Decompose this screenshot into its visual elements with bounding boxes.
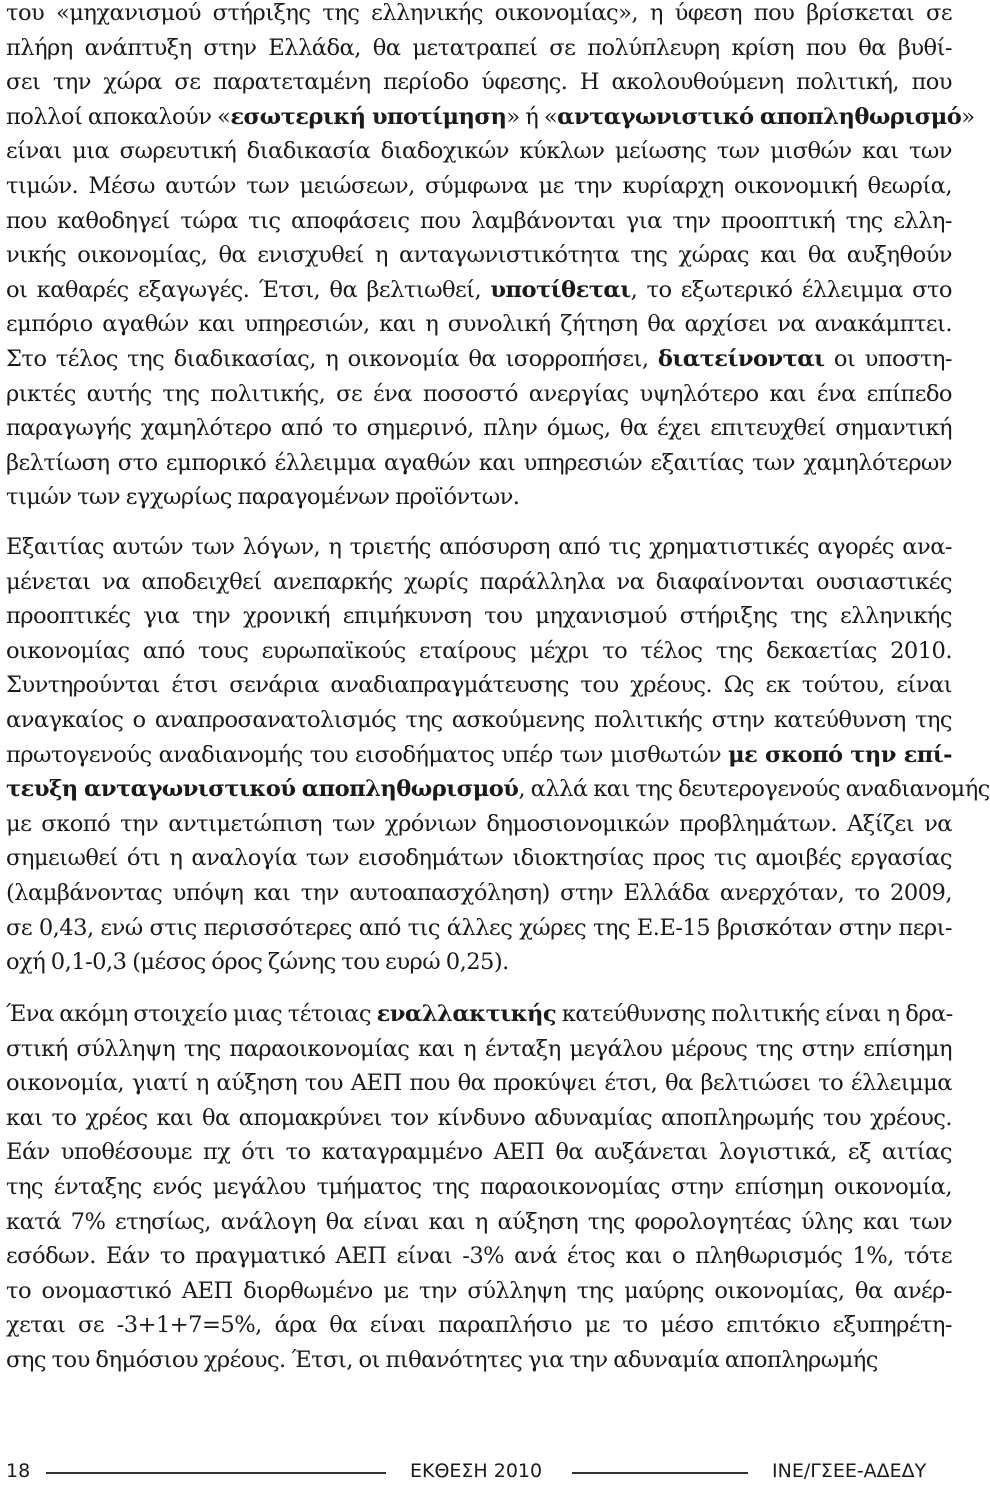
bold-phrase: εσωτερική υποτίμηση [230,103,507,130]
text-line: και το χρέος και θα απομακρύνει τον κίνδυνο αδυναμίας αποπληρωμής του χρέους. [6,1104,952,1131]
text-line: σημειωθεί ότι η αναλογία των εισοδημάτων ιδιοκτησίας προς τις αμοιβές εργασίας [6,845,952,872]
footer-rule-left [46,1472,386,1474]
text-line: οικονομίας από τους ευρωπαϊκούς εταίρους μέχρι το τέλος της δεκαετίας 2010. [6,637,952,664]
bold-phrase: υποτίθεται [490,276,631,303]
text-line: του «μηχανισμού στήριξης της ελληνικής οικονομίας», η ύφεση που βρίσκεται σε [6,0,952,26]
bold-phrase: ανταγωνιστικό αποπληθωρισμό [557,103,962,130]
text-line: παραγωγής χαμηλότερο από το σημερινό, πλην όμως, θα έχει επιτευχθεί σημαντική [6,415,952,442]
text-line: είναι μια σωρευτική διαδικασία διαδοχικών κύκλων μείωσης των μισθών και των [6,138,952,165]
text-line: το ονομαστικό ΑΕΠ διορθωμένο με την σύλληψη της μαύρης οικονομίας, θα ανέρ- [6,1277,952,1304]
text-line: Στο τέλος της διαδικασίας, η οικονομία θα ισορροπήσει, διατείνονται οι υποστη- [6,345,953,372]
bold-phrase: διατείνονται [657,345,825,372]
text-line: τευξη ανταγωνιστικού αποπληθωρισμού, αλλά και της δευτερογενούς αναδιανομής [6,776,990,803]
text-line: στική σύλληψη της παραοικονομίας και η ένταξη μεγάλου μέρους της στην επίσημη [6,1035,952,1062]
text-line: ρικτές αυτής της πολιτικής, σε ένα ποσοστό ανεργίας υψηλότερο και ένα επίπεδο [6,380,952,407]
text-line: Εάν υποθέσουμε πχ ότι το καταγραμμένο ΑΕΠ θα αυξάνεται λογιστικά, εξ αιτίας [6,1139,952,1166]
text-line: πολλοί αποκαλούν «εσωτερική υποτίμηση» ή «ανταγωνιστικό αποπληθωρισμό» [6,103,975,130]
page-number: 18 [6,1460,31,1482]
footer-rule-right [572,1472,748,1474]
text-line: εμπόριο αγαθών και υπηρεσιών, και η συνολική ζήτηση θα αρχίσει να ανακάμπτει. [6,311,952,338]
publisher-name: ΙΝΕ/ΓΣΕΕ-ΑΔΕΔΥ [772,1460,927,1482]
bold-phrase: τευξη ανταγωνιστικού αποπληθωρισμού [6,776,519,803]
text-line: τιμών των εγχωρίως παραγομένων προϊόντων. [6,484,520,511]
text-line: πρωτογενούς αναδιανομής του εισοδήματος υπέρ των μισθωτών με σκοπό την επί- [6,741,952,768]
page-footer [6,1452,952,1488]
text-line: τιμών. Μέσω αυτών των μειώσεων, σύμφωνα με την κυρίαρχη οικονομική θεωρία, [6,172,952,199]
text-line: Συντηρούνται έτσι σενάρια αναδιαπραγμάτευσης του χρέους. Ως εκ τούτου, είναι [6,672,952,699]
text-line: οχή 0,1-0,3 (μέσος όρος ζώνης του ευρώ 0,25). [6,949,509,976]
bold-phrase: εναλλακτικής [376,1001,557,1027]
text-line: με σκοπό την αντιμετώπιση των χρόνιων δημοσιονομικών προβλημάτων. Αξίζει να [6,810,952,837]
paragraph-2 [6,530,990,980]
text-line: οικονομία, γιατί η αύξηση του ΑΕΠ που θα προκύψει έτσι, θα βελτιώσει το έλλειμμα [6,1070,952,1097]
report-title: ΕΚΘΕΣΗ 2010 [410,1460,543,1482]
text-line: προοπτικές για την χρονική επιμήκυνση του μηχανισμού στήριξης της ελληνικής [6,603,952,630]
paragraph-3 [6,997,952,1378]
text-line: (λαμβάνοντας υπόψη και την αυτοαπασχόληση) στην Ελλάδα ανερχόταν, το 2009, [6,879,952,906]
text-line: αναγκαίος ο αναπροσανατολισμός της ασκούμενης πολιτικής στην κατεύθυνση της [6,706,952,733]
text-line: Εξαιτίας αυτών των λόγων, η τριετής απόσυρση από τις χρηματιστικές αγορές ανα- [6,534,952,560]
bold-phrase: με σκοπό την επί- [728,741,952,768]
text-line: οι καθαρές εξαγωγές. Έτσι, θα βελτιωθεί, υποτίθεται, το εξωτερικό έλλειμμα στο [6,276,952,303]
text-line: σει την χώρα σε παρατεταμένη περίοδο ύφεσης. Η ακολουθούμενη πολιτική, που [6,69,952,96]
text-line: χεται σε -3+1+7=5%, άρα θα είναι παραπλήσιο με το μέσο επιτόκιο εξυπηρέτη- [6,1312,952,1339]
text-line: κατά 7% ετησίως, ανάλογη θα είναι και η αύξηση της φορολογητέας ύλης και των [6,1208,952,1235]
text-line: πλήρη ανάπτυξη στην Ελλάδα, θα μετατραπεί σε πολύπλευρη κρίση που θα βυθί- [6,34,952,61]
text-line: σης του δημόσιου χρέους. Έτσι, οι πιθανότητες για την αδυναμία αποπληρωμής [6,1346,878,1373]
text-line: βελτίωση στο εμπορικό έλλειμμα αγαθών και υπηρεσιών εξαιτίας των χαμηλότερων [6,449,952,476]
text-line: που καθοδηγεί τώρα τις αποφάσεις που λαμβάνονται για την προοπτική της ελλη- [6,207,952,234]
text-line: Ένα ακόμη στοιχείο μιας τέτοιας εναλλακτικής κατεύθυνσης πολιτικής είναι η δρα- [6,1001,953,1027]
text-line: μένεται να αποδειχθεί ανεπαρκής χωρίς παράλληλα να διαφαίνονται ουσιαστικές [6,568,952,595]
text-line: εσόδων. Εάν το πραγματικό ΑΕΠ είναι -3% ανά έτος και ο πληθωρισμός 1%, τότε [6,1243,952,1270]
text-line: σε 0,43, ενώ στις περισσότερες από τις άλλες χώρες της Ε.Ε-15 βρισκόταν στην περι- [6,914,952,941]
text-line: νικής οικονομίας, θα ενισχυθεί η ανταγωνιστικότητα της χώρας και θα αυξηθούν [6,242,952,269]
paragraph-1 [6,0,975,515]
text-line: της ένταξης ενός μεγάλου τμήματος της παραοικονομίας στην επίσημη οικονομία, [6,1173,952,1200]
